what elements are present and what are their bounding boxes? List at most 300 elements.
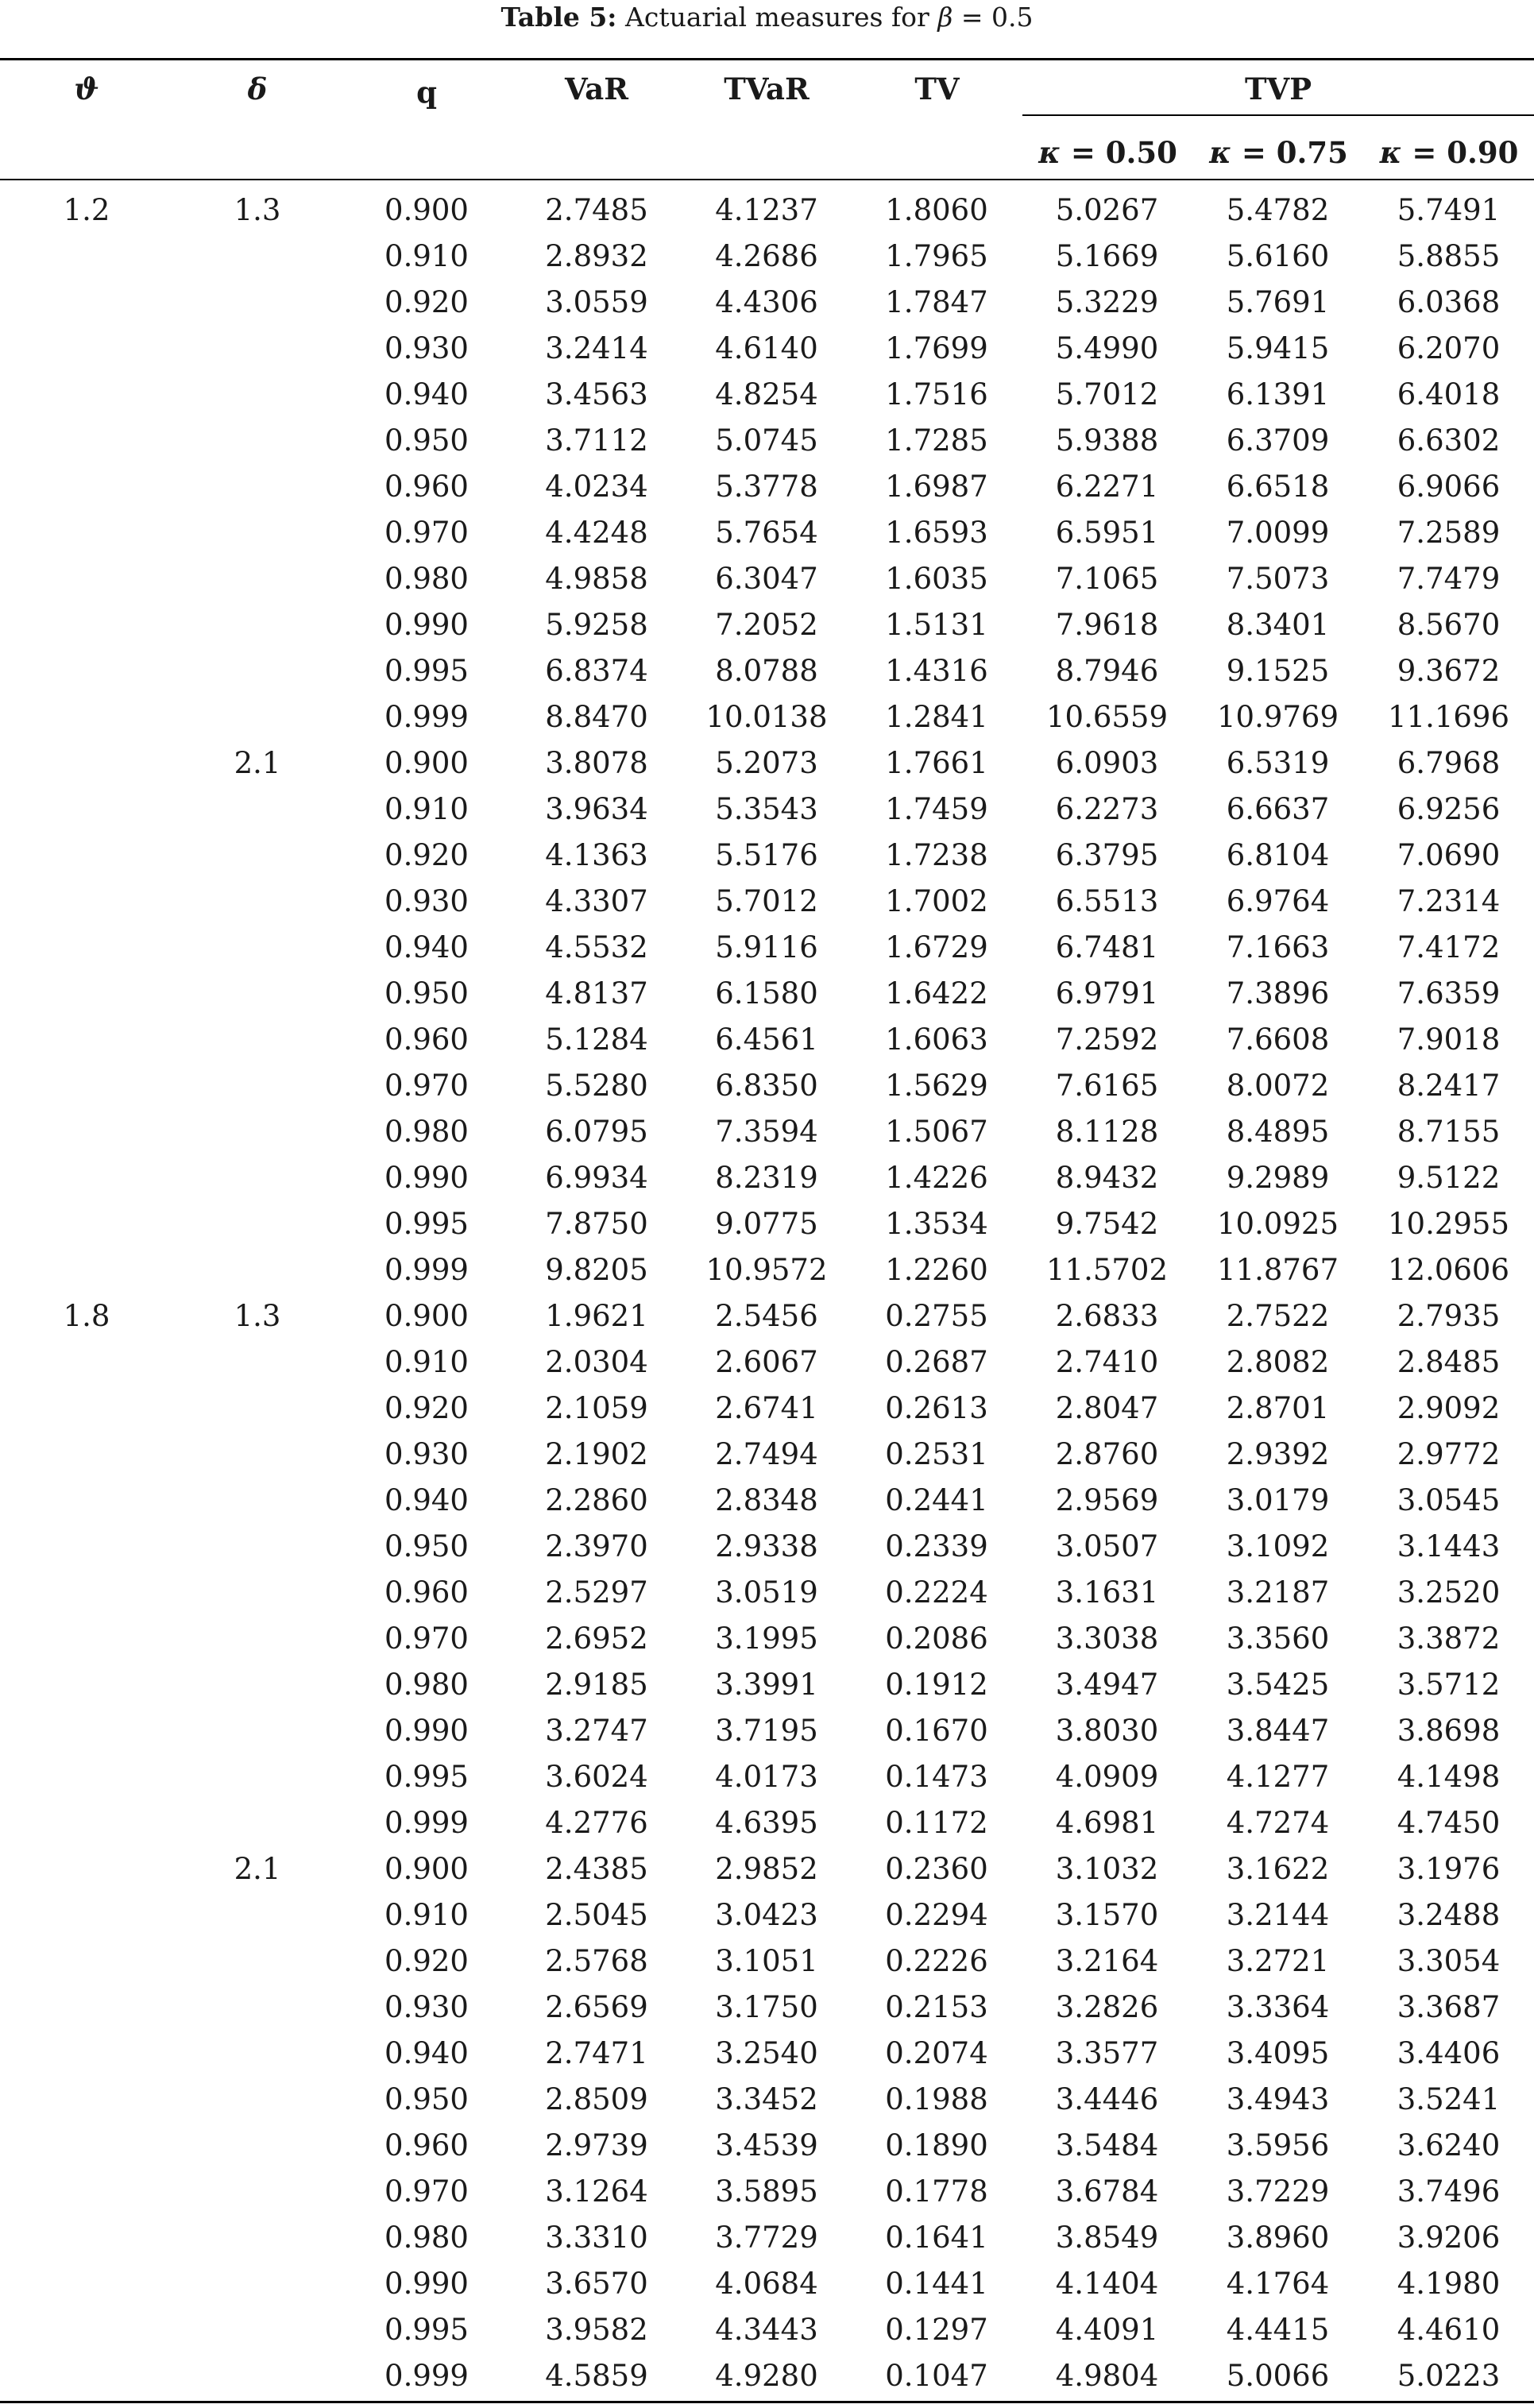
var-cell: 3.6024 xyxy=(545,1760,648,1794)
var-cell: 8.8470 xyxy=(545,700,648,734)
var-cell: 5.1284 xyxy=(545,1022,648,1057)
delta-cell xyxy=(173,326,342,372)
tvp-k050-cell: 3.4446 xyxy=(1055,2082,1159,2116)
tvar-cell: 10.9572 xyxy=(705,1253,828,1287)
table-row xyxy=(0,648,1534,694)
tvar-cell: 3.7195 xyxy=(715,1714,818,1748)
tvp-k090-cell: 3.4406 xyxy=(1397,2036,1501,2070)
delta-cell xyxy=(173,1247,342,1293)
tvp-k090-cell: 4.1498 xyxy=(1397,1760,1501,1794)
table-row xyxy=(0,1478,1534,1524)
var-cell: 3.8078 xyxy=(545,746,648,780)
tvp-k075-cell: 3.1622 xyxy=(1226,1852,1330,1886)
tvp-k075-cell: 5.4782 xyxy=(1226,193,1330,227)
tvp-k090-cell: 3.1443 xyxy=(1397,1529,1501,1563)
tv-cell: 0.2687 xyxy=(885,1345,988,1379)
tvp-k050-cell: 6.7481 xyxy=(1055,930,1159,964)
table-row xyxy=(0,833,1534,879)
tv-cell: 1.4316 xyxy=(885,654,988,688)
tv-cell: 1.7516 xyxy=(885,377,988,412)
q-cell: 0.999 xyxy=(384,2359,469,2393)
theta-cell xyxy=(0,2261,173,2307)
tvar-cell: 5.5176 xyxy=(715,838,818,872)
delta-cell xyxy=(173,1938,342,1985)
tvar-cell: 2.9338 xyxy=(715,1529,818,1563)
tv-cell: 0.2441 xyxy=(885,1483,988,1517)
table-row xyxy=(0,1985,1534,2031)
tvp-k090-cell: 7.4172 xyxy=(1397,930,1501,964)
tvp-k090-cell: 3.3872 xyxy=(1397,1621,1501,1656)
tvp-k075-cell: 5.7691 xyxy=(1226,285,1330,319)
delta-cell xyxy=(173,2123,342,2169)
tvp-k075-cell: 9.1525 xyxy=(1226,654,1330,688)
theta-cell xyxy=(0,1109,173,1155)
tvp-k075-cell: 7.6608 xyxy=(1226,1022,1330,1057)
tvar-cell: 3.3991 xyxy=(715,1668,818,1702)
tv-cell: 1.7285 xyxy=(885,423,988,458)
kappa-symbol: κ xyxy=(1038,135,1061,170)
table-body xyxy=(0,187,1534,2399)
var-cell: 2.2860 xyxy=(545,1483,648,1517)
tvp-k075-cell: 3.3364 xyxy=(1226,1990,1330,2024)
tvp-k050-cell: 3.8030 xyxy=(1055,1714,1159,1748)
tvp-k090-cell: 7.6359 xyxy=(1397,976,1501,1011)
tvp-k090-cell: 2.9092 xyxy=(1397,1391,1501,1425)
kappa-symbol: κ xyxy=(1209,135,1231,170)
tvar-cell: 3.1051 xyxy=(715,1944,818,1978)
tvar-cell: 2.5456 xyxy=(715,1299,818,1333)
tvp-k090-cell: 7.7479 xyxy=(1397,562,1501,596)
table-row xyxy=(0,1432,1534,1478)
tvp-k090-cell: 6.2070 xyxy=(1397,331,1501,365)
table-row xyxy=(0,556,1534,602)
tvar-cell: 4.2686 xyxy=(715,239,818,273)
q-cell: 0.920 xyxy=(384,1391,469,1425)
data-table xyxy=(0,187,1534,2399)
tv-cell: 0.1988 xyxy=(885,2082,988,2116)
tvp-k050-cell: 5.4990 xyxy=(1055,331,1159,365)
delta-cell xyxy=(173,1063,342,1109)
var-cell: 2.1902 xyxy=(545,1437,648,1471)
q-cell: 0.930 xyxy=(384,331,469,365)
tvp-k050-cell: 4.0909 xyxy=(1055,1760,1159,1794)
theta-cell xyxy=(0,740,173,787)
tv-cell: 0.2226 xyxy=(885,1944,988,1978)
tvp-k075-cell: 5.6160 xyxy=(1226,239,1330,273)
tvar-cell: 10.0138 xyxy=(705,700,828,734)
tvar-cell: 5.0745 xyxy=(715,423,818,458)
header-tvar: TVaR xyxy=(724,72,810,106)
table-row xyxy=(0,2261,1534,2307)
q-cell: 0.950 xyxy=(384,423,469,458)
tvp-k075-cell: 2.8701 xyxy=(1226,1391,1330,1425)
q-cell: 0.960 xyxy=(384,1575,469,1610)
tvar-cell: 5.3543 xyxy=(715,792,818,826)
delta-cell xyxy=(173,1201,342,1247)
tvar-cell: 3.4539 xyxy=(715,2128,818,2163)
tvp-k090-cell: 9.3672 xyxy=(1397,654,1501,688)
table-row xyxy=(0,1662,1534,1708)
tvp-k050-cell: 3.1631 xyxy=(1055,1575,1159,1610)
delta-cell xyxy=(173,510,342,556)
delta-cell xyxy=(173,1892,342,1938)
tvp-k050-cell: 7.1065 xyxy=(1055,562,1159,596)
kappa-value: = 0.50 xyxy=(1070,135,1177,170)
tvar-cell: 4.6140 xyxy=(715,331,818,365)
table-row xyxy=(0,510,1534,556)
delta-cell xyxy=(173,464,342,510)
tvp-k075-cell: 7.3896 xyxy=(1226,976,1330,1011)
tvp-k090-cell: 4.7450 xyxy=(1397,1806,1501,1840)
top-rule xyxy=(0,58,1534,60)
tvp-k075-cell: 6.3709 xyxy=(1226,423,1330,458)
q-cell: 0.995 xyxy=(384,2313,469,2347)
q-cell: 0.950 xyxy=(384,2082,469,2116)
tv-cell: 1.2260 xyxy=(885,1253,988,1287)
tv-cell: 1.6035 xyxy=(885,562,988,596)
tv-cell: 0.2531 xyxy=(885,1437,988,1471)
tvp-k090-cell: 7.0690 xyxy=(1397,838,1501,872)
q-cell: 0.910 xyxy=(384,1898,469,1932)
tvp-k075-cell: 6.9764 xyxy=(1226,884,1330,918)
theta-cell xyxy=(0,1063,173,1109)
table-row xyxy=(0,234,1534,280)
q-cell: 0.910 xyxy=(384,1345,469,1379)
table-row xyxy=(0,1293,1534,1339)
theta-cell xyxy=(0,879,173,925)
tv-cell: 0.2613 xyxy=(885,1391,988,1425)
tvp-k075-cell: 6.8104 xyxy=(1226,838,1330,872)
var-cell: 5.9258 xyxy=(545,608,648,642)
theta-cell xyxy=(0,2307,173,2353)
table-row xyxy=(0,280,1534,326)
tvp-k075-cell: 4.4415 xyxy=(1226,2313,1330,2347)
tv-cell: 0.2153 xyxy=(885,1990,988,2024)
header-kappa-075 xyxy=(1193,135,1364,170)
table-row xyxy=(0,787,1534,833)
tv-cell: 0.2224 xyxy=(885,1575,988,1610)
var-cell: 3.7112 xyxy=(545,423,648,458)
tvp-k075-cell: 3.0179 xyxy=(1226,1483,1330,1517)
tv-cell: 0.2086 xyxy=(885,1621,988,1656)
q-cell: 0.930 xyxy=(384,1990,469,2024)
q-cell: 0.999 xyxy=(384,700,469,734)
tvp-k090-cell: 12.0606 xyxy=(1387,1253,1509,1287)
delta-cell xyxy=(173,602,342,648)
header-q: q xyxy=(416,75,437,110)
q-cell: 0.940 xyxy=(384,1483,469,1517)
delta-cell: 2.1 xyxy=(234,746,281,780)
q-cell: 0.990 xyxy=(384,1714,469,1748)
tvp-k050-cell: 6.2273 xyxy=(1055,792,1159,826)
table-row xyxy=(0,925,1534,971)
tvp-k050-cell: 9.7542 xyxy=(1055,1207,1159,1241)
tvp-k090-cell: 11.1696 xyxy=(1387,700,1509,734)
tvar-cell: 4.4306 xyxy=(715,285,818,319)
q-cell: 0.970 xyxy=(384,2174,469,2209)
tvar-cell: 9.0775 xyxy=(715,1207,818,1241)
q-cell: 0.970 xyxy=(384,516,469,550)
tvp-k090-cell: 7.2589 xyxy=(1397,516,1501,550)
q-cell: 0.999 xyxy=(384,1806,469,1840)
delta-cell xyxy=(173,925,342,971)
tv-cell: 0.1172 xyxy=(885,1806,988,1840)
table-row xyxy=(0,1201,1534,1247)
tv-cell: 0.2755 xyxy=(885,1299,988,1333)
q-cell: 0.999 xyxy=(384,1253,469,1287)
var-cell: 2.7485 xyxy=(545,193,648,227)
caption-label: Table 5: xyxy=(500,2,617,33)
tvp-k050-cell: 6.3795 xyxy=(1055,838,1159,872)
tvp-k075-cell: 5.0066 xyxy=(1226,2359,1330,2393)
table-row xyxy=(0,971,1534,1017)
tvp-k075-cell: 6.6518 xyxy=(1226,470,1330,504)
q-cell: 0.970 xyxy=(384,1069,469,1103)
q-cell: 0.995 xyxy=(384,654,469,688)
table-row xyxy=(0,418,1534,464)
q-cell: 0.995 xyxy=(384,1760,469,1794)
tvp-k090-cell: 3.5712 xyxy=(1397,1668,1501,1702)
table-row xyxy=(0,1017,1534,1063)
tvp-k090-cell: 7.2314 xyxy=(1397,884,1501,918)
delta-cell xyxy=(173,556,342,602)
delta-cell xyxy=(173,2031,342,2077)
q-cell: 0.970 xyxy=(384,1621,469,1656)
tvar-cell: 5.9116 xyxy=(715,930,818,964)
tvp-k050-cell: 5.0267 xyxy=(1055,193,1159,227)
header-var: VaR xyxy=(564,72,629,106)
tvar-cell: 8.2319 xyxy=(715,1161,818,1195)
tv-cell: 0.2360 xyxy=(885,1852,988,1886)
caption-symbol: β xyxy=(937,2,953,33)
tvp-k050-cell: 3.4947 xyxy=(1055,1668,1159,1702)
table-row xyxy=(0,187,1534,234)
var-cell: 3.9582 xyxy=(545,2313,648,2347)
theta-cell xyxy=(0,1846,173,1892)
tvp-k090-cell: 3.9206 xyxy=(1397,2221,1501,2255)
q-cell: 0.910 xyxy=(384,239,469,273)
table-row xyxy=(0,464,1534,510)
tvp-k075-cell: 8.4895 xyxy=(1226,1115,1330,1149)
var-cell: 1.9621 xyxy=(545,1299,648,1333)
theta-cell xyxy=(0,2123,173,2169)
tvp-k050-cell: 3.0507 xyxy=(1055,1529,1159,1563)
delta-cell xyxy=(173,1524,342,1570)
delta-cell xyxy=(173,418,342,464)
delta-cell xyxy=(173,1386,342,1432)
delta-cell xyxy=(173,971,342,1017)
var-cell: 4.8137 xyxy=(545,976,648,1011)
tvp-k090-cell: 6.7968 xyxy=(1397,746,1501,780)
theta-cell xyxy=(0,971,173,1017)
tvp-k050-cell: 2.8760 xyxy=(1055,1437,1159,1471)
tvp-k075-cell: 3.3560 xyxy=(1226,1621,1330,1656)
tvp-k090-cell: 2.8485 xyxy=(1397,1345,1501,1379)
tvar-cell: 4.6395 xyxy=(715,1806,818,1840)
delta-cell xyxy=(173,2307,342,2353)
tv-cell: 1.6729 xyxy=(885,930,988,964)
tvp-k050-cell: 2.7410 xyxy=(1055,1345,1159,1379)
tvar-cell: 4.9280 xyxy=(715,2359,818,2393)
var-cell: 2.1059 xyxy=(545,1391,648,1425)
header-theta: ϑ xyxy=(74,72,99,106)
tv-cell: 0.1778 xyxy=(885,2174,988,2209)
q-cell: 0.940 xyxy=(384,2036,469,2070)
theta-cell xyxy=(0,1570,173,1616)
delta-cell xyxy=(173,1017,342,1063)
q-cell: 0.990 xyxy=(384,1161,469,1195)
tvp-k075-cell: 7.5073 xyxy=(1226,562,1330,596)
delta-cell xyxy=(173,648,342,694)
q-cell: 0.960 xyxy=(384,1022,469,1057)
tvar-cell: 6.4561 xyxy=(715,1022,818,1057)
tvp-k090-cell: 3.8698 xyxy=(1397,1714,1501,1748)
tvar-cell: 5.7654 xyxy=(715,516,818,550)
theta-cell xyxy=(0,1017,173,1063)
tv-cell: 1.7459 xyxy=(885,792,988,826)
q-cell: 0.940 xyxy=(384,377,469,412)
tv-cell: 1.5067 xyxy=(885,1115,988,1149)
var-cell: 2.7471 xyxy=(545,2036,648,2070)
tvar-cell: 6.8350 xyxy=(715,1069,818,1103)
tvp-k090-cell: 6.6302 xyxy=(1397,423,1501,458)
var-cell: 2.5768 xyxy=(545,1944,648,1978)
delta-cell xyxy=(173,234,342,280)
tvp-k075-cell: 3.7229 xyxy=(1226,2174,1330,2209)
var-cell: 2.3970 xyxy=(545,1529,648,1563)
theta-cell xyxy=(0,1247,173,1293)
tv-cell: 0.1641 xyxy=(885,2221,988,2255)
tvp-k075-cell: 6.5319 xyxy=(1226,746,1330,780)
delta-cell xyxy=(173,2077,342,2123)
tvp-k075-cell: 2.8082 xyxy=(1226,1345,1330,1379)
tvp-k090-cell: 3.7496 xyxy=(1397,2174,1501,2209)
delta-cell xyxy=(173,372,342,418)
theta-cell xyxy=(0,1155,173,1201)
delta-cell xyxy=(173,2215,342,2261)
tvp-k090-cell: 5.7491 xyxy=(1397,193,1501,227)
q-cell: 0.950 xyxy=(384,1529,469,1563)
q-cell: 0.900 xyxy=(384,1299,469,1333)
tvp-k050-cell: 11.5702 xyxy=(1045,1253,1168,1287)
tvp-group-rule xyxy=(1022,114,1534,116)
tvp-k075-cell: 3.2187 xyxy=(1226,1575,1330,1610)
theta-cell xyxy=(0,418,173,464)
tvp-k090-cell: 8.5670 xyxy=(1397,608,1501,642)
table-row xyxy=(0,1708,1534,1754)
var-cell: 2.6569 xyxy=(545,1990,648,2024)
delta-cell xyxy=(173,2353,342,2399)
theta-cell xyxy=(0,694,173,740)
table-row xyxy=(0,1938,1534,1985)
kappa-symbol: κ xyxy=(1379,135,1402,170)
tvp-k075-cell: 2.7522 xyxy=(1226,1299,1330,1333)
var-cell: 6.8374 xyxy=(545,654,648,688)
tvar-cell: 2.6741 xyxy=(715,1391,818,1425)
theta-cell xyxy=(0,2215,173,2261)
tvar-cell: 4.0173 xyxy=(715,1760,818,1794)
theta-cell xyxy=(0,280,173,326)
theta-cell xyxy=(0,2353,173,2399)
delta-cell xyxy=(173,1109,342,1155)
table-row xyxy=(0,1616,1534,1662)
tvp-k050-cell: 8.1128 xyxy=(1055,1115,1159,1149)
tvp-k075-cell: 10.0925 xyxy=(1216,1207,1339,1241)
tvp-k075-cell: 11.8767 xyxy=(1216,1253,1339,1287)
tvp-k090-cell: 8.7155 xyxy=(1397,1115,1501,1149)
q-cell: 0.900 xyxy=(384,1852,469,1886)
var-cell: 7.8750 xyxy=(545,1207,648,1241)
tv-cell: 1.5629 xyxy=(885,1069,988,1103)
tvp-k050-cell: 2.9569 xyxy=(1055,1483,1159,1517)
theta-cell xyxy=(0,1938,173,1985)
tvp-k090-cell: 9.5122 xyxy=(1397,1161,1501,1195)
tvar-cell: 3.0423 xyxy=(715,1898,818,1932)
q-cell: 0.920 xyxy=(384,285,469,319)
tvp-k075-cell: 3.4095 xyxy=(1226,2036,1330,2070)
delta-cell xyxy=(173,879,342,925)
tvar-cell: 6.1580 xyxy=(715,976,818,1011)
table-row xyxy=(0,602,1534,648)
tvp-k050-cell: 7.6165 xyxy=(1055,1069,1159,1103)
var-cell: 2.0304 xyxy=(545,1345,648,1379)
tvp-k050-cell: 7.2592 xyxy=(1055,1022,1159,1057)
tvp-k075-cell: 3.8447 xyxy=(1226,1714,1330,1748)
theta-cell xyxy=(0,1754,173,1800)
tvp-k050-cell: 6.5951 xyxy=(1055,516,1159,550)
tvp-k090-cell: 6.4018 xyxy=(1397,377,1501,412)
theta-cell xyxy=(0,326,173,372)
tvp-k090-cell: 3.3687 xyxy=(1397,1990,1501,2024)
var-cell: 3.4563 xyxy=(545,377,648,412)
tvp-k050-cell: 6.5513 xyxy=(1055,884,1159,918)
theta-cell xyxy=(0,1524,173,1570)
delta-cell xyxy=(173,1616,342,1662)
var-cell: 4.2776 xyxy=(545,1806,648,1840)
tvp-k050-cell: 3.3038 xyxy=(1055,1621,1159,1656)
delta-cell xyxy=(173,280,342,326)
tvp-k050-cell: 5.9388 xyxy=(1055,423,1159,458)
delta-cell xyxy=(173,1432,342,1478)
tvp-k050-cell: 8.7946 xyxy=(1055,654,1159,688)
theta-cell xyxy=(0,1662,173,1708)
var-cell: 2.9185 xyxy=(545,1668,648,1702)
var-cell: 4.4248 xyxy=(545,516,648,550)
delta-cell xyxy=(173,2169,342,2215)
tvar-cell: 4.0684 xyxy=(715,2267,818,2301)
tvp-k090-cell: 3.5241 xyxy=(1397,2082,1501,2116)
tv-cell: 0.1670 xyxy=(885,1714,988,1748)
tvp-k050-cell: 2.8047 xyxy=(1055,1391,1159,1425)
kappa-value: = 0.90 xyxy=(1412,135,1519,170)
tv-cell: 0.1047 xyxy=(885,2359,988,2393)
delta-cell xyxy=(173,1800,342,1846)
tvp-k075-cell: 3.4943 xyxy=(1226,2082,1330,2116)
var-cell: 3.6570 xyxy=(545,2267,648,2301)
table-row xyxy=(0,1339,1534,1386)
tvp-k090-cell: 3.0545 xyxy=(1397,1483,1501,1517)
tvar-cell: 3.2540 xyxy=(715,2036,818,2070)
tvar-cell: 5.7012 xyxy=(715,884,818,918)
delta-cell: 2.1 xyxy=(234,1852,281,1886)
tvar-cell: 3.7729 xyxy=(715,2221,818,2255)
tvp-k090-cell: 7.9018 xyxy=(1397,1022,1501,1057)
tvar-cell: 3.5895 xyxy=(715,2174,818,2209)
table-row xyxy=(0,1386,1534,1432)
q-cell: 0.910 xyxy=(384,792,469,826)
tvar-cell: 7.3594 xyxy=(715,1115,818,1149)
q-cell: 0.995 xyxy=(384,1207,469,1241)
